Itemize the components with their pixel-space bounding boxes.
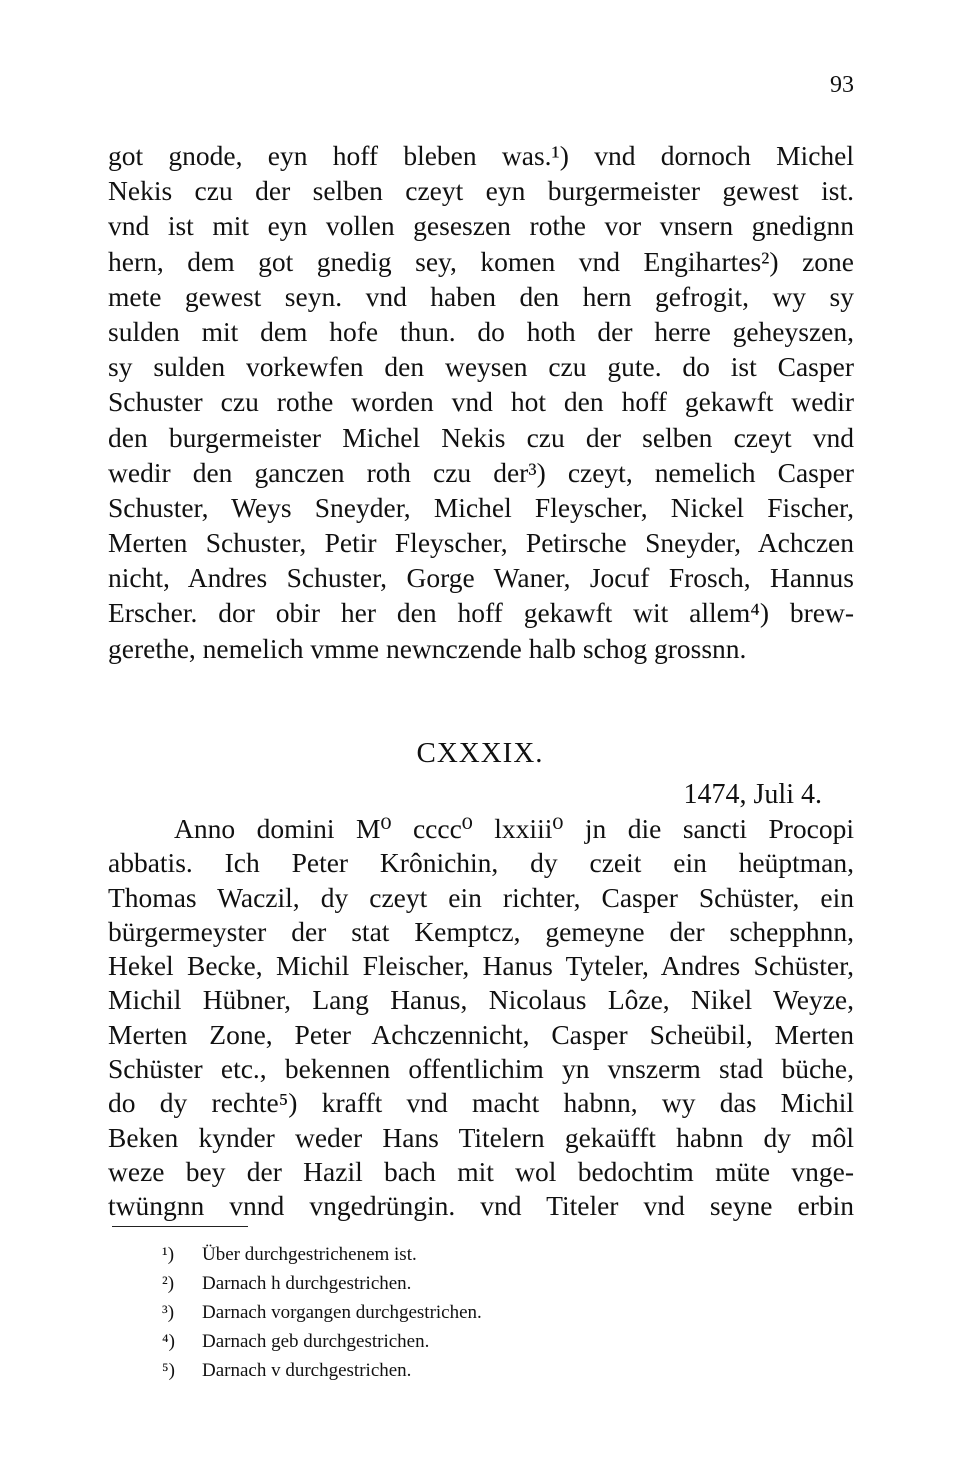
text-line: Erscher. dor obir her den hoff gekawft wit allem⁴) brew-: [108, 597, 854, 629]
text-line: got gnode, eyn hoff bleben was.¹) vnd dornoch Michel: [108, 140, 854, 171]
text-line: Schüster etc., bekennen offentlichim yn vnszerm stad büche,: [108, 1053, 854, 1085]
section-date: 1474, Juli 4.: [683, 779, 822, 810]
section-title: CXXXIX.: [416, 737, 544, 769]
text-line: Merten Zone, Peter Achczennicht, Casper Scheübil, Merten: [108, 1018, 854, 1050]
text-line: Schuster, Weys Sneyder, Michel Fleyscher, Nickel Fischer,: [108, 491, 854, 523]
text-line: Michil Hübner, Lang Hanus, Nicolaus Lôze, Nikel Weyze,: [108, 984, 854, 1016]
footnote-divider: [112, 1226, 248, 1227]
text-line: Hekel Becke, Michil Fleischer, Hanus Tyteler, Andres Schüster,: [108, 950, 854, 982]
footnote: [162, 1269, 722, 1298]
footnote-text: Darnach vorgangen durchgestrichen.: [202, 1302, 482, 1323]
text-line: Merten Schuster, Petir Fleyscher, Petirsche Sneyder, Achczen: [108, 527, 854, 559]
text-line: gerethe, nemelich vmme newnczende halb schog grossnn.: [108, 632, 747, 664]
text-line: Anno domini M⁰ cccc⁰ lxxiii⁰ jn die sancti Procopi: [174, 813, 854, 844]
text-line: bürgermeyster der stat Kemptcz, gemeyne der schepphnn,: [108, 915, 854, 947]
footnote-mark: ¹): [162, 1244, 175, 1265]
footnote-text: Darnach h durchgestrichen.: [202, 1273, 412, 1294]
text-line: sulden mit dem hofe thun. do hoth der herre geheyszen,: [108, 315, 854, 347]
text-line: vnd ist mit eyn vollen geseszen rothe vor vnsern gnedignn: [108, 210, 854, 242]
text-line: Schuster czu rothe worden vnd hot den hoff gekawft wedir: [108, 386, 854, 418]
text-line: do dy rechte⁵) krafft vnd macht habnn, wy das Michil: [108, 1087, 854, 1119]
footnote-mark: ⁴): [162, 1331, 175, 1352]
footnote-text: Darnach geb durchgestrichen.: [202, 1331, 430, 1352]
page-number: 93: [830, 72, 854, 98]
footnote-text: Über durchgestrichenem ist.: [202, 1244, 417, 1265]
text-line: Beken kynder weder Hans Titelern gekaüfft habnn dy môl: [108, 1121, 854, 1153]
text-line: Nekis czu der selben czeyt eyn burgermeister gewest ist.: [108, 175, 854, 207]
text-line: weze bey der Hazil bach mit wol bedochtim müte vnge-: [108, 1155, 854, 1187]
text-line: wedir den ganczen roth czu der³) czeyt, nemelich Casper: [108, 456, 854, 488]
charter-paragraph: [108, 812, 854, 1224]
text-line: twüngnn vnnd vngedrüngin. vnd Titeler vnd seyne erbin: [108, 1190, 854, 1222]
text-line: abbatis. Ich Peter Krônichin, dy czeit ein heüptman,: [108, 847, 854, 879]
footnote: [162, 1327, 722, 1356]
text-line: sy sulden vorkewfen den weysen czu gute. do ist Casper: [108, 351, 854, 383]
footnotes: [162, 1240, 722, 1385]
text-line: nicht, Andres Schuster, Gorge Waner, Jocuf Frosch, Hannus: [108, 562, 854, 594]
footnote: [162, 1356, 722, 1385]
text-line: hern, dem got gnedig sey, komen vnd Engihartes²) zone: [108, 245, 854, 277]
footnote: [162, 1240, 722, 1269]
text-line: mete gewest seyn. vnd haben den hern gefrogit, wy sy: [108, 280, 854, 312]
footnote-mark: ²): [162, 1273, 175, 1294]
text-line: den burgermeister Michel Nekis czu der selben czeyt vnd: [108, 421, 854, 453]
top-paragraph: [108, 138, 854, 666]
footnote-text: Darnach v durchgestrichen.: [202, 1360, 412, 1381]
text-line: Thomas Waczil, dy czeyt ein richter, Casper Schüster, ein: [108, 881, 854, 913]
footnote-mark: ⁵): [162, 1360, 175, 1381]
footnote: [162, 1298, 722, 1327]
footnote-mark: ³): [162, 1302, 175, 1323]
